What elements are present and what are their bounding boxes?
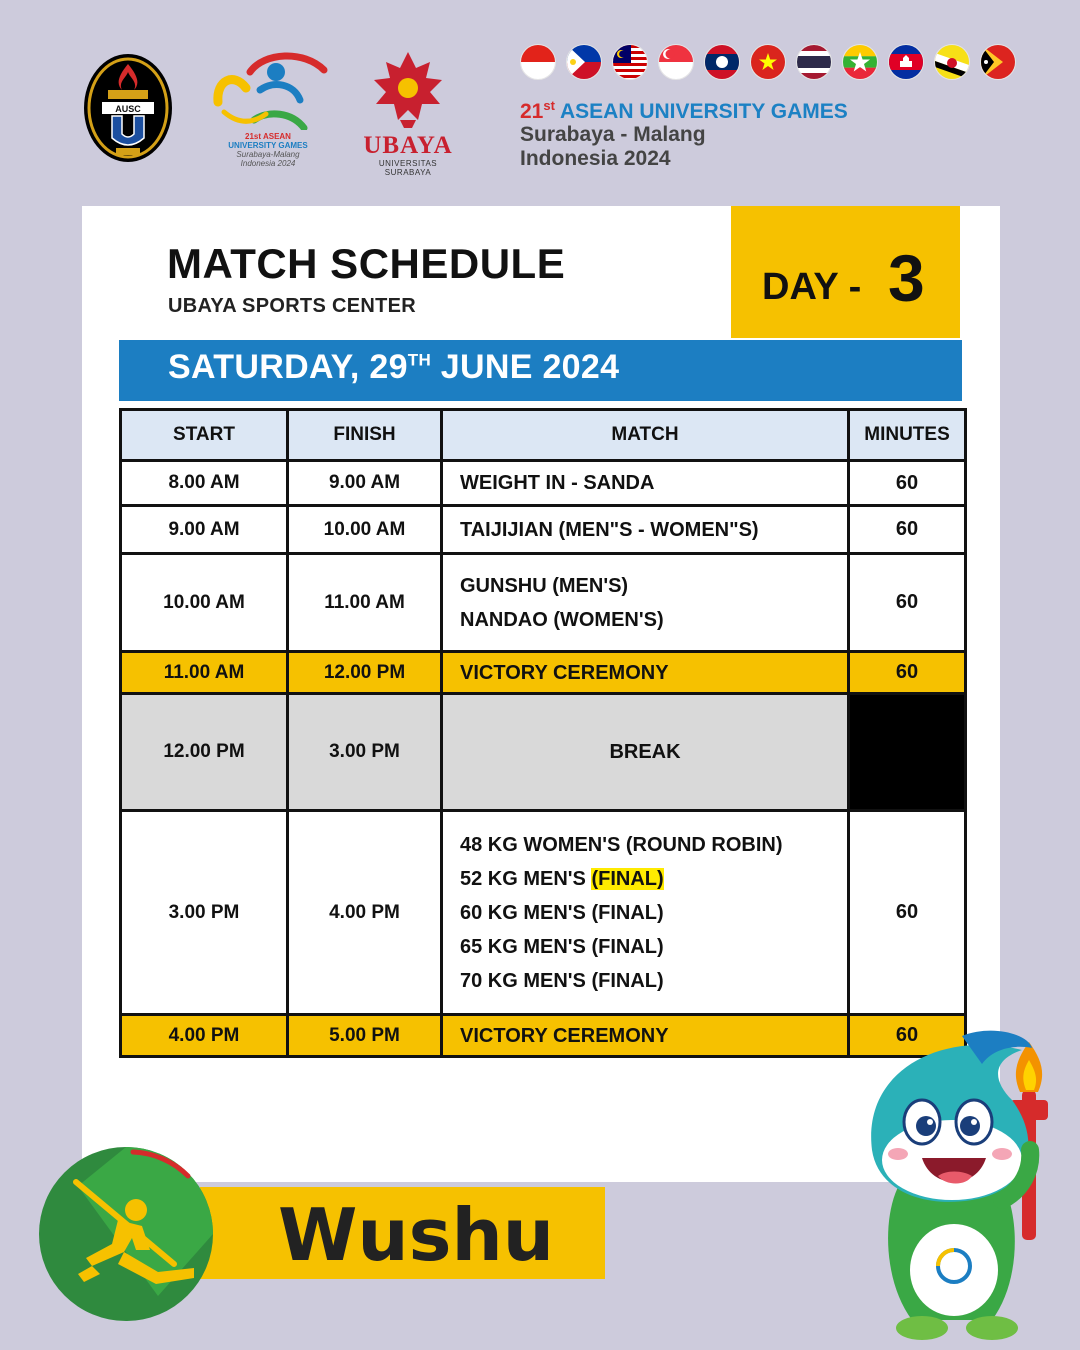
brunei-flag-icon bbox=[934, 44, 970, 80]
start-time: 4.00 PM bbox=[121, 1015, 288, 1057]
table-row bbox=[121, 811, 966, 1015]
finish-time: 5.00 PM bbox=[288, 1015, 442, 1057]
duration-minutes: 60 bbox=[849, 461, 966, 506]
match-name: BREAK bbox=[442, 694, 849, 811]
duration-minutes: 60 bbox=[849, 506, 966, 554]
philippines-flag-icon bbox=[566, 44, 602, 80]
match-name: WEIGHT IN - SANDA bbox=[442, 461, 849, 506]
thailand-flag-icon bbox=[796, 44, 832, 80]
ausc-logo-text: AUSC bbox=[115, 104, 141, 114]
singapore-flag-icon bbox=[658, 44, 694, 80]
finish-time: 11.00 AM bbox=[288, 554, 442, 652]
match-name: 65 KG MEN'S (FINAL) bbox=[460, 935, 664, 958]
start-time: 12.00 PM bbox=[121, 694, 288, 811]
duration-minutes: 60 bbox=[849, 811, 966, 1015]
start-time: 10.00 AM bbox=[121, 554, 288, 652]
table-row bbox=[121, 461, 966, 506]
finish-time: 3.00 PM bbox=[288, 694, 442, 811]
match-name: TAIJIJIAN (MEN"S - WOMEN"S) bbox=[442, 506, 849, 554]
match-cell bbox=[442, 811, 849, 1015]
games-logo bbox=[204, 50, 332, 168]
match-name: VICTORY CEREMONY bbox=[442, 1015, 849, 1057]
ubaya-logo bbox=[356, 50, 460, 177]
match-name: NANDAO (WOMEN'S) bbox=[460, 608, 664, 631]
games-logo-line2: UNIVERSITY GAMES bbox=[228, 141, 308, 150]
flag-row bbox=[520, 44, 1016, 80]
malaysia-flag-icon bbox=[612, 44, 648, 80]
table-row-break bbox=[121, 694, 966, 811]
match-name: GUNSHU (MEN'S) bbox=[460, 574, 629, 597]
match-cell bbox=[442, 554, 849, 652]
mascot-illustration bbox=[842, 1030, 1068, 1342]
table-row-ceremony bbox=[121, 652, 966, 694]
start-time: 11.00 AM bbox=[121, 652, 288, 694]
finish-time: 10.00 AM bbox=[288, 506, 442, 554]
finish-time: 12.00 PM bbox=[288, 652, 442, 694]
duration-minutes: 60 bbox=[849, 554, 966, 652]
duration-minutes: 60 bbox=[849, 1015, 966, 1057]
column-header-minutes: MINUTES bbox=[849, 410, 966, 461]
table-row-ceremony bbox=[121, 1015, 966, 1057]
event-country-year: Indonesia 2024 bbox=[520, 147, 671, 170]
ausc-logo bbox=[82, 52, 174, 164]
table-header-row bbox=[121, 410, 966, 461]
laos-flag-icon bbox=[704, 44, 740, 80]
sport-name: Wushu bbox=[278, 1193, 555, 1277]
table-row bbox=[121, 554, 966, 652]
duration-minutes bbox=[849, 694, 966, 811]
finish-time: 4.00 PM bbox=[288, 811, 442, 1015]
timor-leste-flag-icon bbox=[980, 44, 1016, 80]
ubaya-subtitle: UNIVERSITAS SURABAYA bbox=[378, 159, 438, 177]
column-header-finish: FINISH bbox=[288, 410, 442, 461]
games-logo-line1: 21st ASEAN bbox=[245, 132, 291, 141]
start-time: 9.00 AM bbox=[121, 506, 288, 554]
column-header-match: MATCH bbox=[442, 410, 849, 461]
wushu-icon bbox=[38, 1146, 214, 1322]
date-day: SATURDAY, 29 bbox=[168, 348, 408, 386]
event-ordinal-number: 21 bbox=[520, 100, 544, 123]
column-header-start: START bbox=[121, 410, 288, 461]
match-name: 60 KG MEN'S (FINAL) bbox=[460, 901, 664, 924]
date-suffix: TH bbox=[407, 350, 432, 370]
games-logo-line3: Surabaya-Malang bbox=[236, 150, 300, 159]
games-logo-line4: Indonesia 2024 bbox=[240, 159, 296, 168]
myanmar-flag-icon bbox=[842, 44, 878, 80]
venue-label: UBAYA SPORTS CENTER bbox=[168, 295, 416, 317]
final-highlight: (FINAL) bbox=[591, 867, 664, 890]
match-name-line bbox=[460, 862, 847, 896]
start-time: 8.00 AM bbox=[121, 461, 288, 506]
event-name: ASEAN UNIVERSITY GAMES bbox=[559, 100, 848, 123]
match-name: 48 KG WOMEN'S (ROUND ROBIN) bbox=[460, 833, 783, 856]
event-title bbox=[520, 98, 848, 124]
table-row bbox=[121, 506, 966, 554]
match-name: VICTORY CEREMONY bbox=[442, 652, 849, 694]
duration-minutes: 60 bbox=[849, 652, 966, 694]
page-title: MATCH SCHEDULE bbox=[167, 240, 566, 287]
finish-time: 9.00 AM bbox=[288, 461, 442, 506]
vietnam-flag-icon bbox=[750, 44, 786, 80]
indonesia-flag-icon bbox=[520, 44, 556, 80]
match-name: 70 KG MEN'S (FINAL) bbox=[460, 969, 664, 992]
ubaya-name: UBAYA bbox=[363, 132, 453, 159]
event-ordinal-suffix: st bbox=[543, 98, 555, 113]
match-name: 52 KG MEN'S bbox=[460, 867, 586, 890]
start-time: 3.00 PM bbox=[121, 811, 288, 1015]
day-number: 3 bbox=[888, 241, 925, 315]
day-label: DAY - bbox=[762, 266, 862, 308]
date-label bbox=[168, 348, 619, 387]
date-month-year: JUNE 2024 bbox=[431, 348, 620, 386]
event-cities: Surabaya - Malang bbox=[520, 123, 706, 146]
schedule-table bbox=[119, 408, 967, 1058]
cambodia-flag-icon bbox=[888, 44, 924, 80]
